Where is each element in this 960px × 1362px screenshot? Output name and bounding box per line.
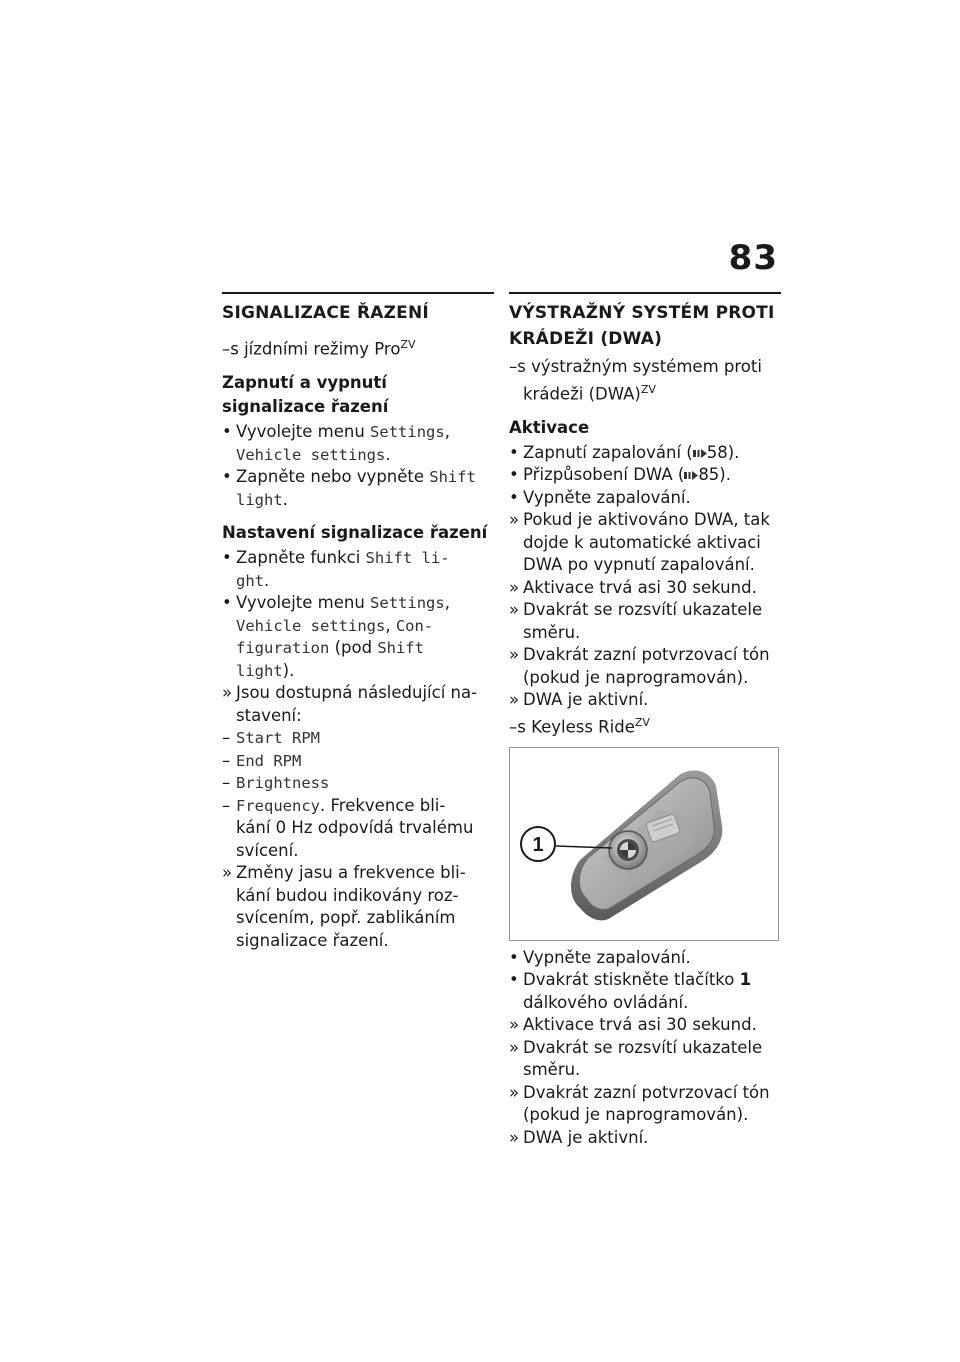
equipment-note: –s Keyless Ride$^{ZV}$ bbox=[509, 715, 650, 736]
result-item: » Aktivace trvá asi 30 sekund. bbox=[509, 1015, 757, 1034]
result-item: » Aktivace trvá asi 30 sekund. bbox=[509, 577, 757, 597]
result-item: » Změny jasu a frekvence bli- bbox=[222, 863, 466, 882]
page-reference-arrow-icon bbox=[684, 471, 698, 480]
subheading-toggle: Zapnutí a vypnutí signalizace řazení bbox=[222, 373, 389, 416]
result-item: » Dvakrát se rozsvítí ukazatele bbox=[509, 1037, 763, 1057]
result-item: » DWA je aktivní. bbox=[509, 1127, 649, 1147]
figure-callout-1: 1 bbox=[532, 833, 544, 856]
section-heading-shift-light: SIGNALIZACE ŘAZENÍ bbox=[222, 303, 429, 323]
dash-item: – End RPM bbox=[222, 750, 302, 770]
result-item: » Dvakrát zazní potvrzovací tón bbox=[509, 645, 770, 664]
key-fob-illustration bbox=[510, 748, 778, 940]
equipment-note: –s výstražným systémem proti bbox=[509, 357, 762, 376]
page-reference-arrow-icon bbox=[693, 449, 707, 458]
result-item: » Pokud je aktivováno DWA, tak bbox=[509, 510, 770, 529]
result-item: » Dvakrát se rozsvítí ukazatele bbox=[509, 600, 763, 619]
section-rule bbox=[509, 292, 781, 294]
subheading-activation: Aktivace bbox=[509, 417, 590, 437]
dash-item: – Start RPM bbox=[222, 728, 320, 747]
list-item: • Zapněte funkci Shift li- bbox=[222, 548, 450, 567]
dash-item: – Frequency. Frekvence bli- bbox=[222, 795, 446, 815]
result-item: » DWA je aktivní. bbox=[509, 690, 649, 709]
result-item: » Dvakrát zazní potvrzovací tón bbox=[509, 1082, 770, 1102]
list-item: • Zapněte nebo vypněte Shift bbox=[222, 467, 476, 486]
section-heading-dwa: VÝSTRAŽNÝ SYSTÉM PROTI KRÁDEŽI (DWA) bbox=[509, 303, 775, 349]
result-item: » Jsou dostupná následující na- bbox=[222, 683, 478, 702]
list-item: • Vyvolejte menu Settings, bbox=[222, 593, 450, 612]
dash-item: – Brightness bbox=[222, 773, 330, 792]
subheading-settings: Nastavení signalizace řazení bbox=[222, 523, 488, 542]
right-column: VÝSTRAŽNÝ SYSTÉM PROTI KRÁDEŽI (DWA) –s výstražným systémem proti krádeži (DWA)$^{ZV}$ Aktivace • Zapnutí zapalování ( 58). • Přizpůsobení DWA ( 85). • Vypněte zapalování. » Pokud je aktivováno DWA, tak dojde k automatické aktivaci DWA po vypnutí zapalování. » Aktivace trvá asi 30 sekund. » Dvakrát se rozsvítí ukazatele směru. » Dvakrát zazní potvrzovací tón (pokud je naprogramován). » DWA je aktivní. –s Keyless Ride$^{ZV}$ 1 • Vypněte zapalování. • Dvakrát stiskněte tlačítko 1 dálkového ovládání. » Aktivace trvá asi 30 sekund. » Dvakrát se rozsvítí ukazatele směru. » Dvakrát zazní potvrzovací tón (pokud je naprogramován). » DWA je aktivní. bbox=[509, 292, 781, 1149]
list-item: • Vypněte zapalování. bbox=[509, 487, 691, 507]
list-item: • Dvakrát stiskněte tlačítko 1 bbox=[509, 970, 752, 989]
list-item: • Zapnutí zapalování ( 58). bbox=[509, 442, 740, 462]
equipment-note: –s jízdními režimy Pro$^{ZV}$ bbox=[222, 338, 416, 359]
section-rule bbox=[222, 292, 494, 294]
key-fob-figure bbox=[509, 747, 779, 941]
list-item: • Vypněte zapalování. bbox=[509, 947, 691, 967]
page-number: 83 bbox=[728, 238, 778, 278]
left-column: SIGNALIZACE ŘAZENÍ –s jízdními režimy Pro$^{ZV}$ Zapnutí a vypnutí signalizace řazení • Vyvolejte menu Settings, Vehicle settings. • Zapněte nebo vypněte Shift light. Nastavení signalizace řazení • Zapněte funkci Shift li- ght. • Vyvolejte menu Settings, Vehicle settings, Con- figuration (pod Shift light). » Jsou dostupná následující na- stavení: – Start RPM – End RPM – Brightness – Frequency. Frekvence bli- kání 0 Hz odpovídá trvalému svícení. » Změny jasu a frekvence bli- kání budou indikovány roz- svícením, popř. zablikáním signalizace řazení. bbox=[222, 292, 494, 952]
list-item: • Přizpůsobení DWA ( 85). bbox=[509, 465, 731, 484]
list-item: • Vyvolejte menu Settings, bbox=[222, 422, 450, 441]
